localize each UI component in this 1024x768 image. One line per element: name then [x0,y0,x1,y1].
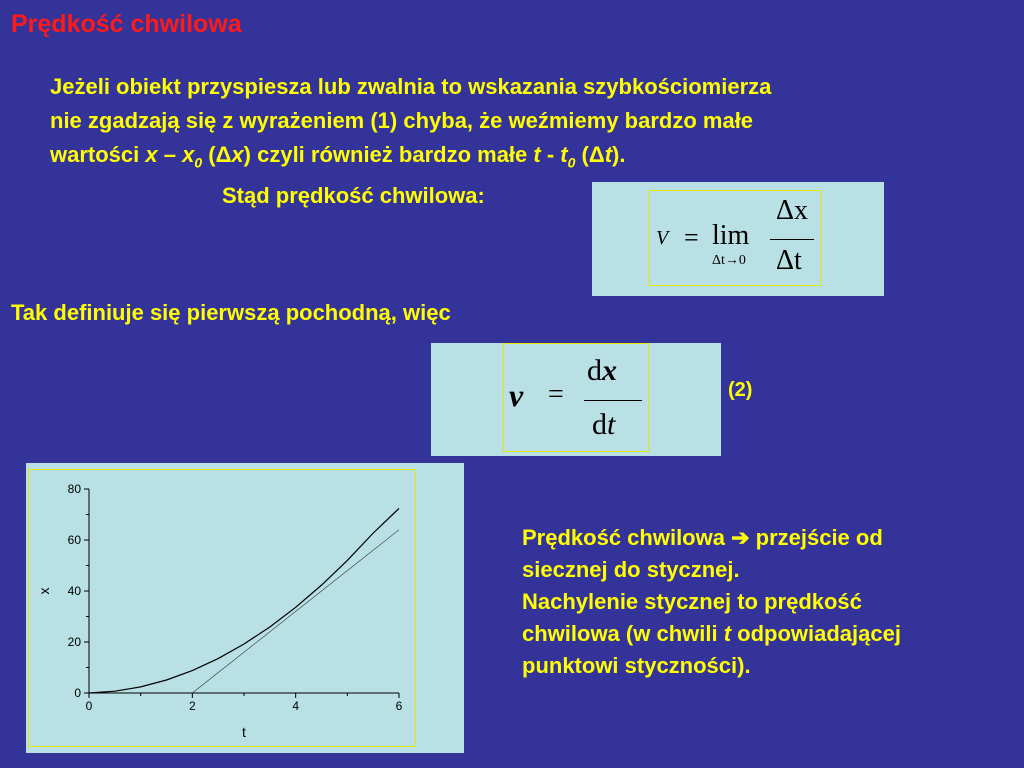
caption-line-5: punktowi styczności). [522,653,751,678]
equals-sign: = [684,223,699,252]
y-tick-label-20: 20 [67,635,81,649]
limit-formula-box [592,182,884,296]
tak-label: Tak definiuje się pierwszą pochodną, więc [11,300,451,325]
velocity-symbol: V [656,227,669,249]
caption-line-4: chwilowa (w chwili t odpowiadającej [522,621,901,646]
intro-line-1: Jeżeli obiekt przyspiesza lub zwalnia to wskazania szybkościomierza [50,74,772,99]
equation-number: (2) [728,379,753,401]
derivative-fraction-line [584,400,642,401]
lim-operator: lim [712,220,750,251]
intro-line-2: nie zgadzają się z wyrażeniem (1) chyba, że weźmiemy bardzo małe [50,108,754,133]
intro-line-3: wartości x – $x_0$ (Δx) czyli również bardzo małe t - $t_0$ (Δt). [50,142,626,171]
x-tick-label-4: 4 [292,699,300,713]
x-tick-label-6: 6 [395,699,403,713]
position-time-chart [29,470,415,746]
x-tick-label-0: 0 [85,699,93,713]
position-curve [89,508,399,693]
limit-formula-inner [649,190,821,286]
derivative-formula-box [431,343,721,456]
lim-subscript: Δt→0 [712,253,746,268]
tangent-line [192,530,399,693]
x-axis-label: t [242,724,246,740]
caption-line-2: siecznej do stycznej. [522,557,740,582]
chart-panel [26,463,464,753]
slide-title: Prędkość chwilowa [11,10,242,38]
right-arrow-icon: ➔ [731,525,750,550]
caption-line-3: Nachylenie stycznej to prędkość [522,589,862,614]
numerator-delta-x: Δx [776,195,809,226]
fraction-line [770,239,814,240]
y-tick-label-40: 40 [67,584,81,598]
y-tick-label-60: 60 [67,533,81,547]
denominator-dt: dt [592,408,616,441]
chart-frame [28,469,416,747]
stad-label: Stąd prędkość chwilowa: [222,183,485,208]
numerator-d: dx [587,354,617,387]
caption [522,522,1022,682]
y-tick-label-80: 80 [67,482,81,496]
caption-line-1: Prędkość chwilowa ➔ przejście od [522,525,883,550]
y-tick-label-0: 0 [74,686,81,700]
intro-paragraph [50,70,1010,179]
x-tick-label-2: 2 [188,699,196,713]
y-axis-label: x [36,587,52,595]
denominator-delta-t: Δt [776,245,802,276]
derivative-formula-inner [503,343,649,452]
derivative-equals: = [548,379,564,410]
velocity-bold-symbol: v [509,377,524,413]
